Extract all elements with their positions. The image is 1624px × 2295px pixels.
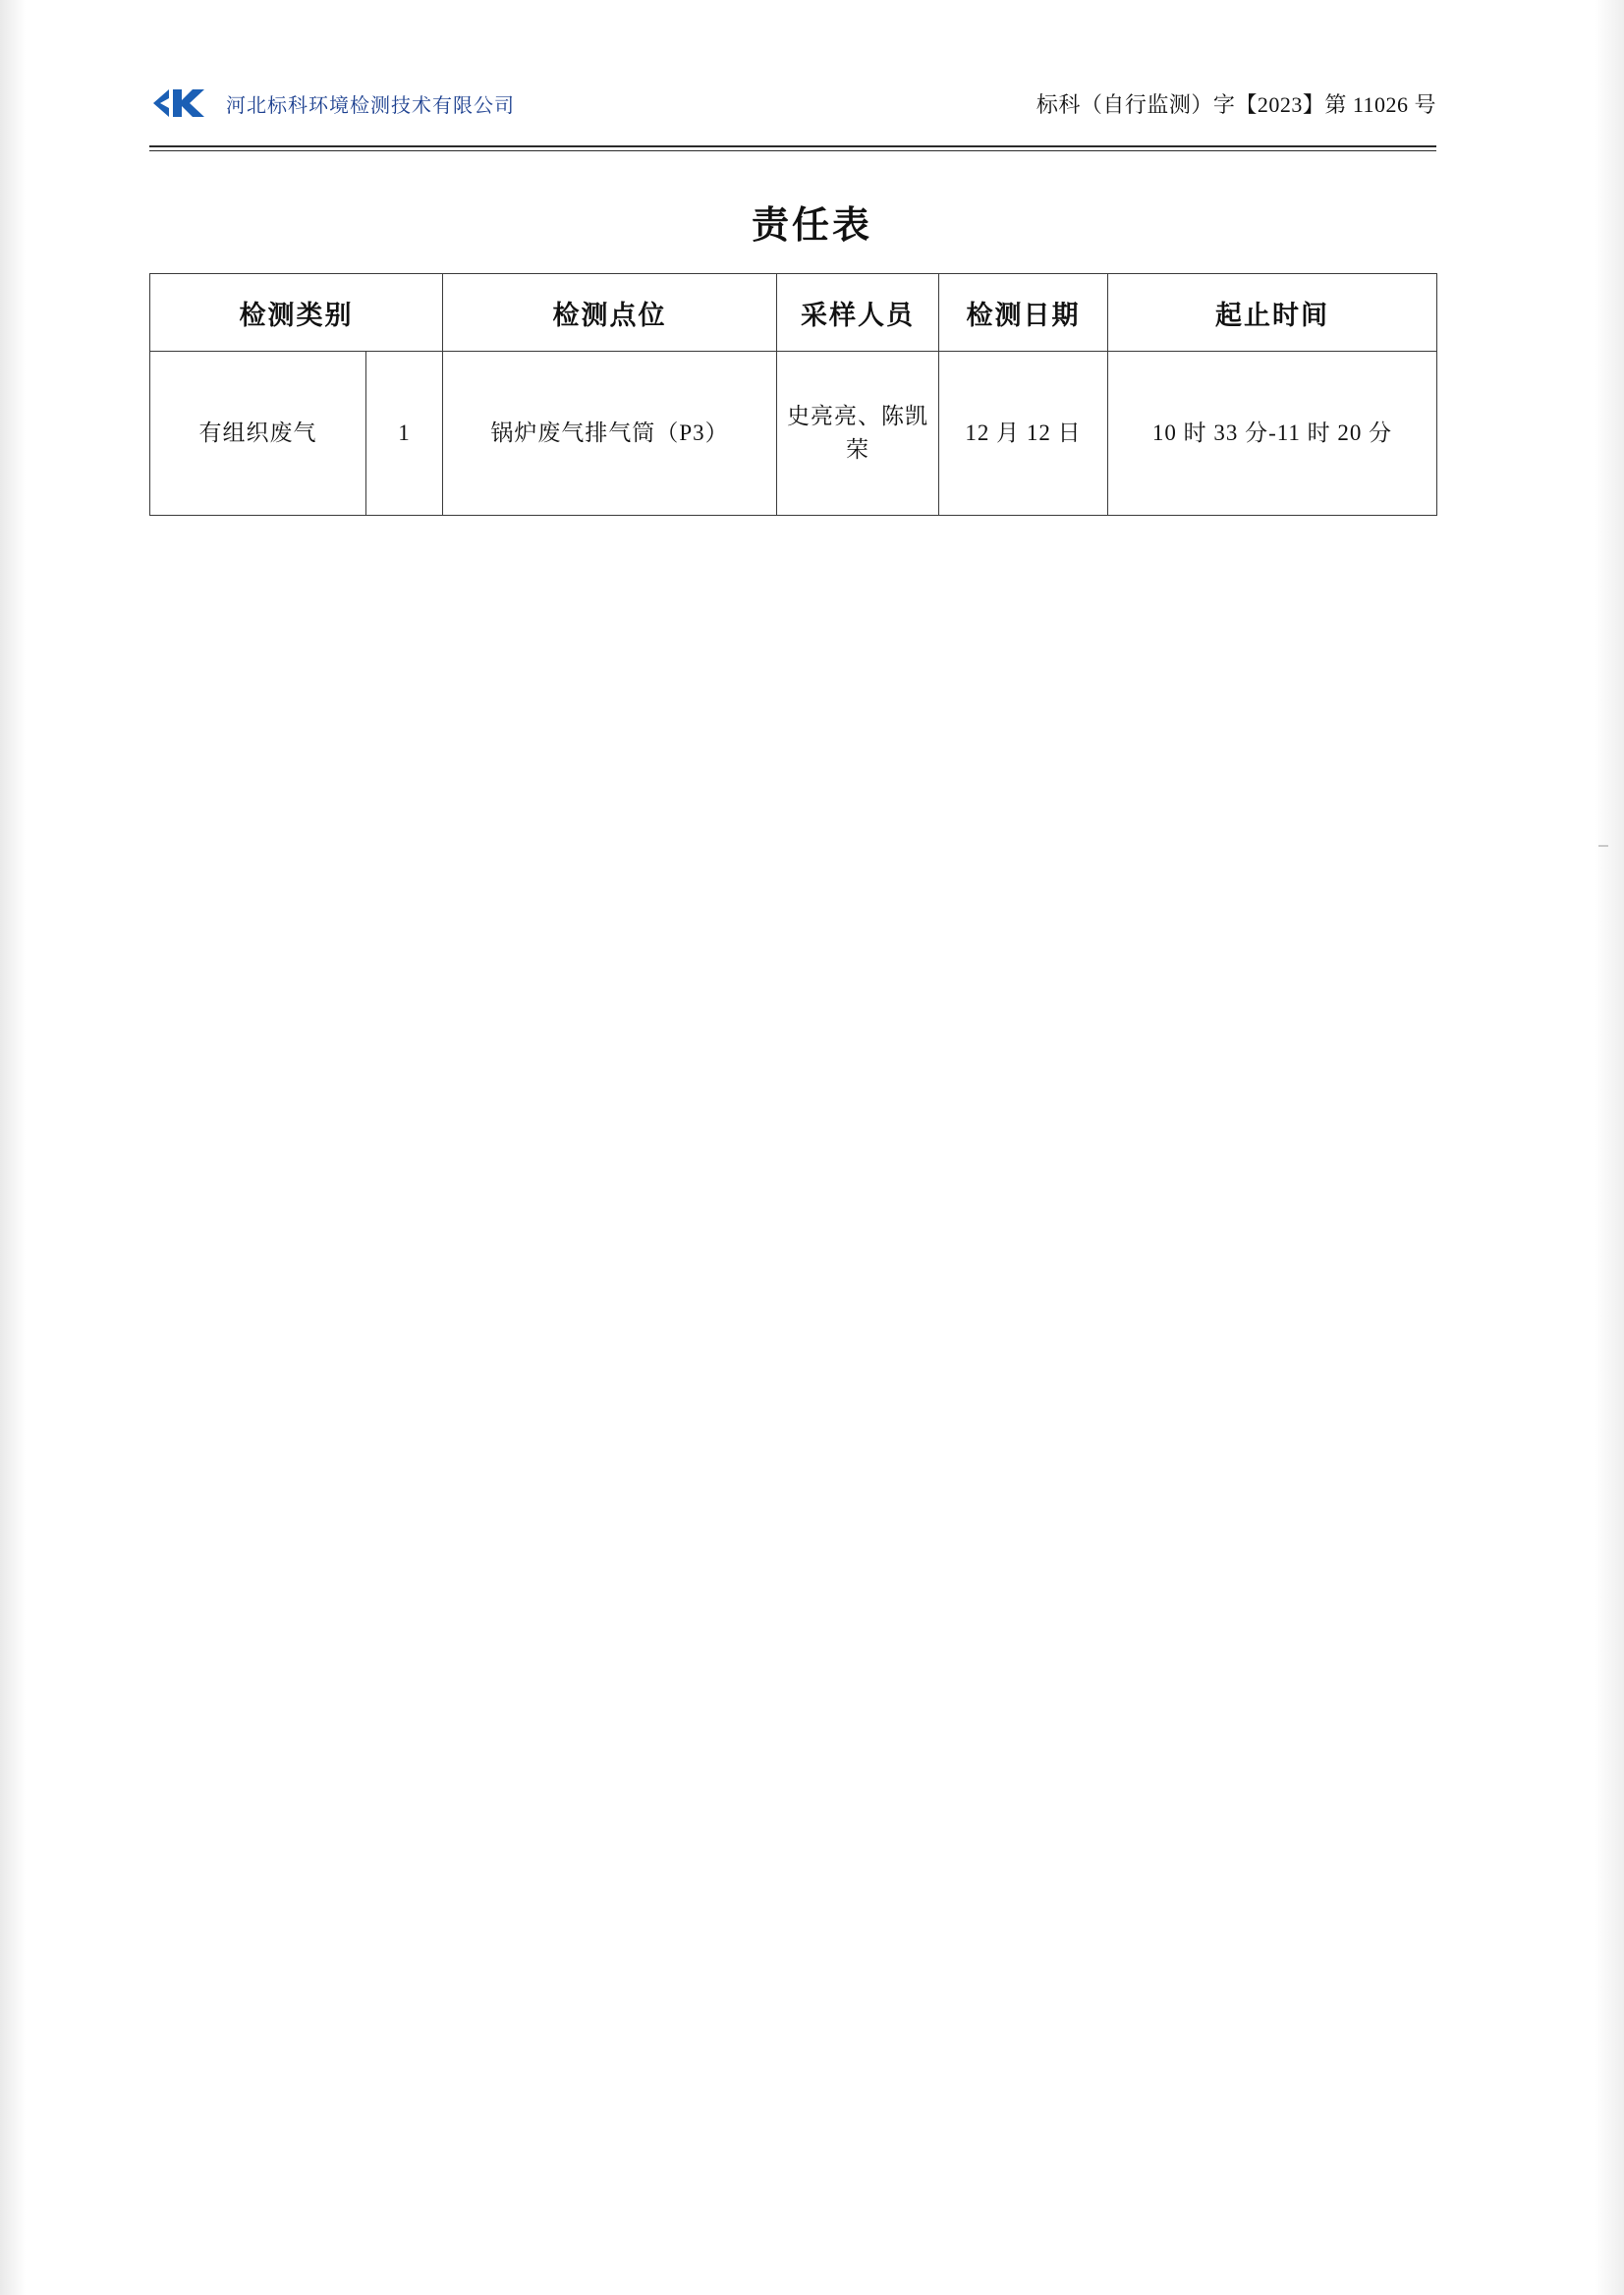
column-header-point: 检测点位 bbox=[443, 274, 777, 352]
scan-edge-right bbox=[1595, 0, 1624, 2295]
responsibility-table-wrapper bbox=[149, 273, 1436, 516]
cell-time: 10 时 33 分-11 时 20 分 bbox=[1108, 352, 1437, 516]
column-header-staff: 采样人员 bbox=[777, 274, 939, 352]
company-name: 河北标科环境检测技术有限公司 bbox=[226, 92, 515, 117]
scan-edge-left bbox=[0, 0, 26, 2295]
table-row bbox=[150, 352, 1437, 516]
report-number: 标科（自行监测）字【2023】第 11026 号 bbox=[1036, 92, 1436, 117]
cell-category: 有组织废气 bbox=[150, 352, 366, 516]
cell-index: 1 bbox=[366, 352, 443, 516]
cell-date: 12 月 12 日 bbox=[939, 352, 1108, 516]
column-header-date: 检测日期 bbox=[939, 274, 1108, 352]
column-header-time: 起止时间 bbox=[1108, 274, 1437, 352]
page-header bbox=[149, 83, 1436, 141]
responsibility-table bbox=[149, 273, 1437, 516]
column-header-category: 检测类别 bbox=[150, 274, 443, 352]
table-header-row bbox=[150, 274, 1437, 352]
company-logo-icon bbox=[149, 83, 212, 124]
header-divider-top bbox=[149, 145, 1436, 147]
page-title: 责任表 bbox=[751, 203, 872, 247]
cell-staff: 史亮亮、陈凯荣 bbox=[777, 352, 939, 516]
scan-artifact-mark bbox=[1598, 845, 1608, 847]
cell-point: 锅炉废气排气筒（P3） bbox=[443, 352, 777, 516]
header-left-group bbox=[149, 83, 515, 124]
header-divider-bottom bbox=[149, 150, 1436, 151]
